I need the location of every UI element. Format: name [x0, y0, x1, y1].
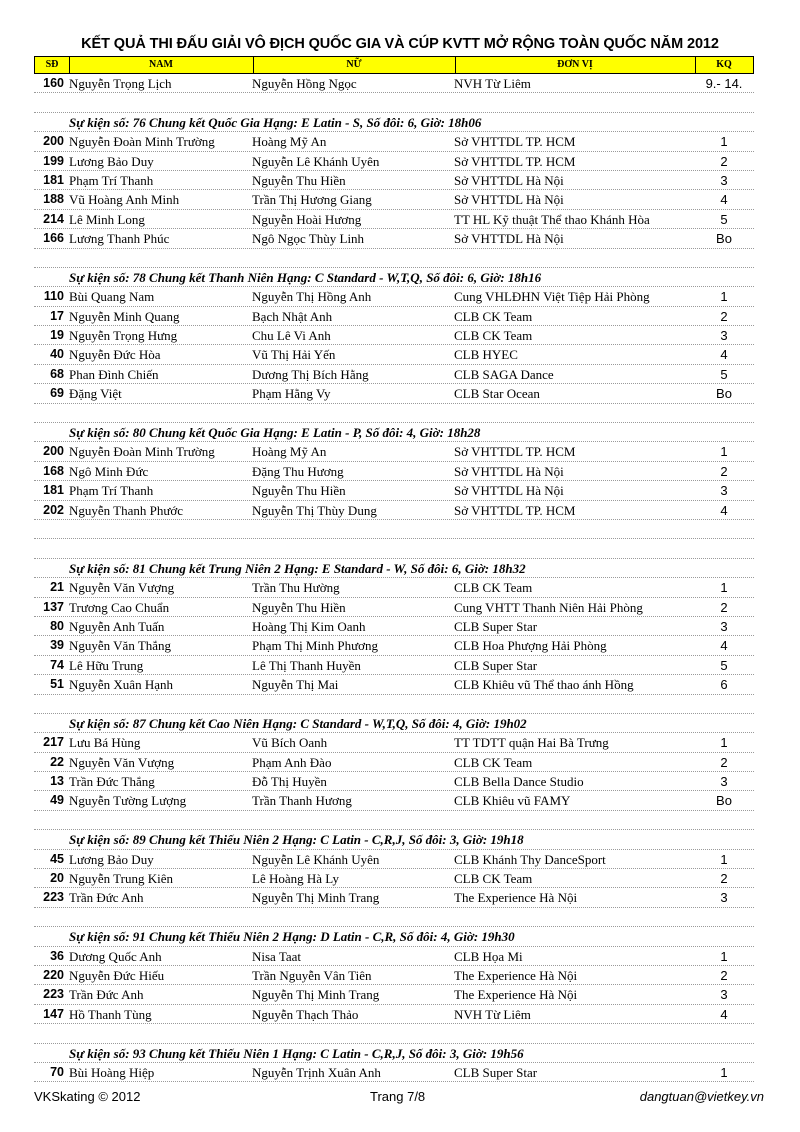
female-dancer: Phạm Hằng Vy: [252, 386, 331, 402]
male-dancer: Nguyễn Văn Vượng: [69, 580, 175, 596]
result-rank: 3: [720, 987, 728, 1003]
female-dancer: Phạm Thị Minh Phương: [252, 638, 379, 654]
female-dancer: Hoàng Mỹ An: [252, 134, 327, 150]
event-title: Sự kiện số: 91 Chung kết Thiếu Niên 2 Hạng: D Latin - C,R, Số đôi: 4, Giờ: 19h30: [69, 929, 515, 945]
club-name: CLB CK Team: [454, 871, 533, 887]
event-title: Sự kiện số: 93 Chung kết Thiếu Niên 1 Hạng: C Latin - C,R,J, Số đôi: 3, Giờ: 19h56: [69, 1045, 524, 1061]
table-row: [34, 74, 754, 93]
header-nu: NỮ: [253, 57, 456, 73]
bib-number: 181: [43, 483, 64, 498]
male-dancer: Nguyễn Đức Hiếu: [69, 967, 165, 983]
table-row: [34, 791, 754, 810]
table-row: [34, 675, 754, 694]
male-dancer: Lương Bảo Duy: [69, 153, 154, 169]
female-dancer: Nguyễn Thu Hiền: [252, 599, 346, 615]
table-row: [34, 850, 754, 869]
bib-number: 202: [43, 502, 64, 517]
header-kq: KQ: [716, 59, 732, 70]
club-name: CLB Star Ocean: [454, 386, 540, 402]
male-dancer: Phan Đình Chiến: [69, 366, 159, 382]
male-dancer: Hồ Thanh Tùng: [69, 1006, 152, 1022]
female-dancer: Nguyễn Thu Hiền: [252, 172, 346, 188]
bib-number: 17: [50, 308, 64, 323]
male-dancer: Nguyễn Thanh Phước: [69, 502, 184, 518]
club-name: Sở VHTTDL Hà Nội: [454, 172, 564, 188]
result-rank: 2: [720, 967, 728, 983]
table-row: [34, 636, 754, 655]
club-name: CLB Bella Dance Studio: [454, 774, 584, 790]
result-rank: 4: [720, 192, 728, 208]
table-row: [34, 985, 754, 1004]
bib-number: 22: [50, 754, 64, 769]
club-name: TT HL Kỹ thuật Thể thao Khánh Hòa: [454, 211, 650, 227]
event-heading: [34, 714, 754, 733]
table-row: [34, 287, 754, 306]
club-name: Sở VHTTDL TP. HCM: [454, 153, 576, 169]
result-rank: Bo: [716, 231, 732, 247]
male-dancer: Nguyễn Xuân Hạnh: [69, 677, 173, 693]
bib-number: 223: [43, 987, 64, 1002]
bib-number: 19: [50, 328, 64, 343]
event-title: Sự kiện số: 80 Chung kết Quốc Gia Hạng: E Latin - P, Số đôi: 4, Giờ: 18h28: [69, 425, 481, 441]
male-dancer: Lương Bảo Duy: [69, 851, 154, 867]
table-row: [34, 190, 754, 209]
table-row: [34, 869, 754, 888]
male-dancer: Nguyễn Văn Vượng: [69, 754, 175, 770]
result-rank: 3: [720, 483, 728, 499]
result-rank: 2: [720, 754, 728, 770]
male-dancer: Nguyễn Đức Hòa: [69, 347, 161, 363]
male-dancer: Nguyễn Minh Quang: [69, 308, 180, 324]
bib-number: 217: [43, 735, 64, 750]
bib-number: 200: [43, 134, 64, 149]
club-name: CLB CK Team: [454, 308, 533, 324]
result-rank: 1: [720, 444, 728, 460]
blank-row: [34, 908, 754, 927]
event-title: Sự kiện số: 89 Chung kết Thiếu Niên 2 Hạng: C Latin - C,R,J, Số đôi: 3, Giờ: 19h18: [69, 832, 524, 848]
bib-number: 13: [50, 774, 64, 789]
male-dancer: Nguyễn Văn Thắng: [69, 638, 172, 654]
male-dancer: Lương Thanh Phúc: [69, 231, 170, 247]
event-heading: [34, 113, 754, 132]
page-title: KẾT QUẢ THI ĐẤU GIẢI VÔ ĐỊCH QUỐC GIA VÀ CÚP KVTT MỞ RỘNG TOÀN QUỐC NĂM 2012: [81, 36, 719, 52]
bib-number: 51: [50, 677, 64, 692]
club-name: CLB Super Star: [454, 1064, 538, 1080]
table-row: [34, 772, 754, 791]
club-name: The Experience Hà Nội: [454, 967, 578, 983]
female-dancer: Lê Hoàng Hà Ly: [252, 871, 340, 887]
result-rank: 1: [720, 580, 728, 596]
result-rank: 3: [720, 618, 728, 634]
male-dancer: Lê Minh Long: [69, 211, 145, 227]
female-dancer: Ngô Ngọc Thùy Linh: [252, 231, 365, 247]
club-name: CLB CK Team: [454, 754, 533, 770]
club-name: Cung VHTT Thanh Niên Hải Phòng: [454, 599, 643, 615]
bib-number: 40: [50, 347, 64, 362]
bib-number: 70: [50, 1064, 64, 1079]
female-dancer: Trần Thu Hường: [252, 580, 340, 596]
event-heading: [34, 927, 754, 946]
event-heading: [34, 1044, 754, 1063]
bib-number: 160: [43, 76, 64, 90]
female-dancer: Lê Thị Thanh Huyền: [252, 657, 361, 673]
result-rank: 5: [720, 211, 728, 227]
club-name: Sở VHTTDL TP. HCM: [454, 502, 576, 518]
female-dancer: Nguyễn Thị Minh Trang: [252, 987, 380, 1003]
table-row: [34, 384, 754, 403]
table-row: [34, 598, 754, 617]
club-name: Sở VHTTDL TP. HCM: [454, 444, 576, 460]
table-row: [34, 365, 754, 384]
club-name: CLB HYEC: [454, 347, 518, 363]
male-dancer: Ngô Minh Đức: [69, 463, 149, 479]
male-dancer: Nguyễn Anh Tuấn: [69, 618, 165, 634]
male-dancer: Lê Hữu Trung: [69, 657, 144, 673]
result-rank: 1: [720, 948, 728, 964]
female-dancer: Trần Thị Hương Giang: [252, 192, 372, 208]
event-heading: [34, 423, 754, 442]
table-row: [34, 1063, 754, 1082]
table-row: [34, 307, 754, 326]
footer-page-number: Trang 7/8: [370, 1089, 426, 1104]
male-dancer: Bùi Hoàng Hiệp: [69, 1064, 155, 1080]
bib-number: 80: [50, 618, 64, 633]
bib-number: 214: [43, 211, 64, 226]
female-dancer: Chu Lê Vi Anh: [252, 328, 331, 344]
female-dancer: Vũ Bích Oanh: [252, 735, 328, 751]
event-title: Sự kiện số: 78 Chung kết Thanh Niên Hạng: C Standard - W,T,Q, Số đôi: 6, Giờ: 18h16: [69, 269, 542, 285]
club-name: NVH Từ Liêm: [454, 76, 531, 91]
female-dancer: Trần Thanh Hương: [252, 793, 352, 809]
female-dancer: Hoàng Mỹ An: [252, 444, 327, 460]
page-footer: [34, 1089, 764, 1109]
table-row: [34, 210, 754, 229]
club-name: CLB Họa Mi: [454, 948, 523, 964]
result-rank: 2: [720, 463, 728, 479]
bib-number: 36: [50, 948, 64, 963]
bib-number: 199: [43, 153, 64, 168]
event-title: Sự kiện số: 81 Chung kết Trung Niên 2 Hạng: E Standard - W, Số đôi: 6, Giờ: 18h32: [69, 560, 526, 576]
male-dancer: Trần Đức Anh: [69, 987, 144, 1003]
female-dancer: Dương Thị Bích Hằng: [252, 366, 369, 382]
club-name: CLB Super Star: [454, 618, 538, 634]
club-name: CLB Khiêu vũ Thể thao ánh Hồng: [454, 677, 634, 693]
female-dancer: Nguyễn Thạch Thảo: [252, 1006, 359, 1022]
blank-row: [34, 539, 754, 558]
footer-email: dangtuan@vietkey.vn: [639, 1089, 764, 1104]
table-row: [34, 229, 754, 248]
club-name: CLB SAGA Dance: [454, 366, 554, 382]
male-dancer: Vũ Hoàng Anh Minh: [69, 192, 180, 208]
male-dancer: Phạm Trí Thanh: [69, 172, 154, 188]
table-row: [34, 947, 754, 966]
header-nam: NAM: [69, 57, 254, 73]
table-row: [34, 171, 754, 190]
table-row: [34, 966, 754, 985]
club-name: NVH Từ Liêm: [454, 1006, 531, 1022]
result-rank: 4: [720, 347, 728, 363]
bib-number: 69: [50, 386, 64, 401]
result-rank: Bo: [716, 386, 732, 402]
club-name: Cung VHLĐHN Việt Tiệp Hải Phòng: [454, 289, 650, 305]
bib-number: 68: [50, 366, 64, 381]
header-donvi: ĐƠN VỊ: [455, 57, 696, 73]
club-name: TT TDTT quận Hai Bà Trưng: [454, 735, 609, 751]
result-rank: 1: [720, 851, 728, 867]
bib-number: 21: [50, 580, 64, 595]
result-rank: 2: [720, 308, 728, 324]
result-rank: 2: [720, 153, 728, 169]
bib-number: 166: [43, 231, 64, 246]
female-dancer: Nguyễn Hồng Ngọc: [252, 76, 357, 91]
club-name: Sở VHTTDL Hà Nội: [454, 483, 564, 499]
result-rank: 3: [720, 172, 728, 188]
result-rank: 2: [720, 599, 728, 615]
male-dancer: Nguyễn Tường Lượng: [69, 793, 187, 809]
bib-number: 49: [50, 793, 64, 808]
male-dancer: Nguyễn Trọng Hưng: [69, 328, 178, 344]
result-rank: 1: [720, 735, 728, 751]
header-sd: SĐ: [35, 57, 70, 73]
male-dancer: Lưu Bá Hùng: [69, 735, 141, 751]
club-name: Sở VHTTDL TP. HCM: [454, 134, 576, 150]
female-dancer: Hoàng Thị Kim Oanh: [252, 618, 366, 634]
club-name: Sở VHTTDL Hà Nội: [454, 192, 564, 208]
club-name: The Experience Hà Nội: [454, 987, 578, 1003]
club-name: CLB Hoa Phượng Hải Phòng: [454, 638, 607, 654]
female-dancer: Đỗ Thị Huyền: [252, 774, 327, 790]
male-dancer: Bùi Quang Nam: [69, 289, 155, 305]
bib-number: 147: [43, 1006, 64, 1021]
footer-copyright: VKSkating © 2012: [34, 1089, 141, 1104]
table-row: [34, 345, 754, 364]
event-title: Sự kiện số: 87 Chung kết Cao Niên Hạng: C Standard - W,T,Q, Số đôi: 4, Giờ: 19h02: [69, 715, 527, 731]
male-dancer: Trương Cao Chuẩn: [69, 599, 170, 615]
blank-row: [34, 1024, 754, 1043]
table-row: [34, 462, 754, 481]
table-row: [34, 578, 754, 597]
bib-number: 74: [50, 657, 64, 672]
table-row: [34, 733, 754, 752]
bib-number: 110: [43, 289, 64, 304]
female-dancer: Nguyễn Lê Khánh Uyên: [252, 851, 380, 867]
result-rank: 1: [720, 134, 728, 150]
result-rank: 5: [720, 366, 728, 382]
blank-row: [34, 695, 754, 714]
result-rank: 3: [720, 328, 728, 344]
result-rank: 2: [720, 871, 728, 887]
table-row: [34, 617, 754, 636]
bib-number: 168: [43, 463, 64, 478]
result-rank: 6: [720, 677, 728, 693]
bib-number: 45: [50, 851, 64, 866]
female-dancer: Nguyễn Thu Hiền: [252, 483, 346, 499]
result-rank: 9.- 14.: [705, 76, 743, 91]
female-dancer: Trần Nguyễn Vân Tiên: [252, 967, 372, 983]
blank-row: [34, 249, 754, 268]
result-rank: 5: [720, 657, 728, 673]
bib-number: 223: [43, 890, 64, 905]
club-name: The Experience Hà Nội: [454, 890, 578, 906]
female-dancer: Vũ Thị Hải Yến: [252, 347, 336, 363]
male-dancer: Nguyễn Trọng Lịch: [69, 76, 172, 91]
bib-number: 188: [43, 192, 64, 207]
club-name: CLB Khánh Thy DanceSport: [454, 851, 606, 867]
event-heading: [34, 268, 754, 287]
female-dancer: Phạm Anh Đào: [252, 754, 332, 770]
table-row: [34, 152, 754, 171]
table-row: [34, 481, 754, 500]
female-dancer: Bạch Nhật Anh: [252, 308, 333, 324]
male-dancer: Đặng Việt: [69, 386, 122, 402]
table-row: [34, 753, 754, 772]
club-name: Sở VHTTDL Hà Nội: [454, 231, 564, 247]
club-name: CLB CK Team: [454, 328, 533, 344]
table-row: [34, 888, 754, 907]
result-rank: 1: [720, 289, 728, 305]
blank-row: [34, 404, 754, 423]
result-rank: 4: [720, 638, 728, 654]
club-name: CLB Khiêu vũ FAMY: [454, 793, 571, 809]
bib-number: 39: [50, 638, 64, 653]
male-dancer: Nguyễn Đoàn Minh Trường: [69, 444, 215, 460]
event-title: Sự kiện số: 76 Chung kết Quốc Gia Hạng: E Latin - S, Số đôi: 6, Giờ: 18h06: [69, 114, 482, 130]
club-name: CLB CK Team: [454, 580, 533, 596]
blank-row: [34, 93, 754, 112]
bib-number: 20: [50, 871, 64, 886]
table-header: [34, 56, 754, 74]
female-dancer: Nguyễn Thị Minh Trang: [252, 890, 380, 906]
result-rank: 1: [720, 1064, 728, 1080]
table-row: [34, 132, 754, 151]
result-rank: 4: [720, 502, 728, 518]
results-table: [34, 74, 754, 1082]
male-dancer: Trần Đức Anh: [69, 890, 144, 906]
male-dancer: Nguyễn Đoàn Minh Trường: [69, 134, 215, 150]
bib-number: 220: [43, 967, 64, 982]
blank-row: [34, 520, 754, 539]
result-rank: Bo: [716, 793, 732, 809]
result-rank: 4: [720, 1006, 728, 1022]
male-dancer: Dương Quốc Anh: [69, 948, 162, 964]
club-name: Sở VHTTDL Hà Nội: [454, 463, 564, 479]
female-dancer: Nguyễn Thị Thùy Dung: [252, 502, 377, 518]
table-row: [34, 501, 754, 520]
result-rank: 3: [720, 890, 728, 906]
table-row: [34, 326, 754, 345]
table-row: [34, 1005, 754, 1024]
male-dancer: Phạm Trí Thanh: [69, 483, 154, 499]
table-row: [34, 442, 754, 461]
bib-number: 200: [43, 444, 64, 459]
female-dancer: Nguyễn Thị Hồng Anh: [252, 289, 372, 305]
bib-number: 137: [43, 599, 64, 614]
club-name: CLB Super Star: [454, 657, 538, 673]
event-heading: [34, 559, 754, 578]
female-dancer: Đặng Thu Hương: [252, 463, 344, 479]
female-dancer: Nisa Taat: [252, 948, 302, 964]
blank-row: [34, 811, 754, 830]
male-dancer: Nguyễn Trung Kiên: [69, 871, 174, 887]
male-dancer: Trần Đức Thắng: [69, 774, 155, 790]
female-dancer: Nguyễn Thị Mai: [252, 677, 339, 693]
female-dancer: Nguyễn Trịnh Xuân Anh: [252, 1064, 381, 1080]
event-heading: [34, 830, 754, 849]
result-rank: 3: [720, 774, 728, 790]
female-dancer: Nguyễn Hoài Hương: [252, 211, 362, 227]
table-row: [34, 656, 754, 675]
female-dancer: Nguyễn Lê Khánh Uyên: [252, 153, 380, 169]
bib-number: 181: [43, 172, 64, 187]
